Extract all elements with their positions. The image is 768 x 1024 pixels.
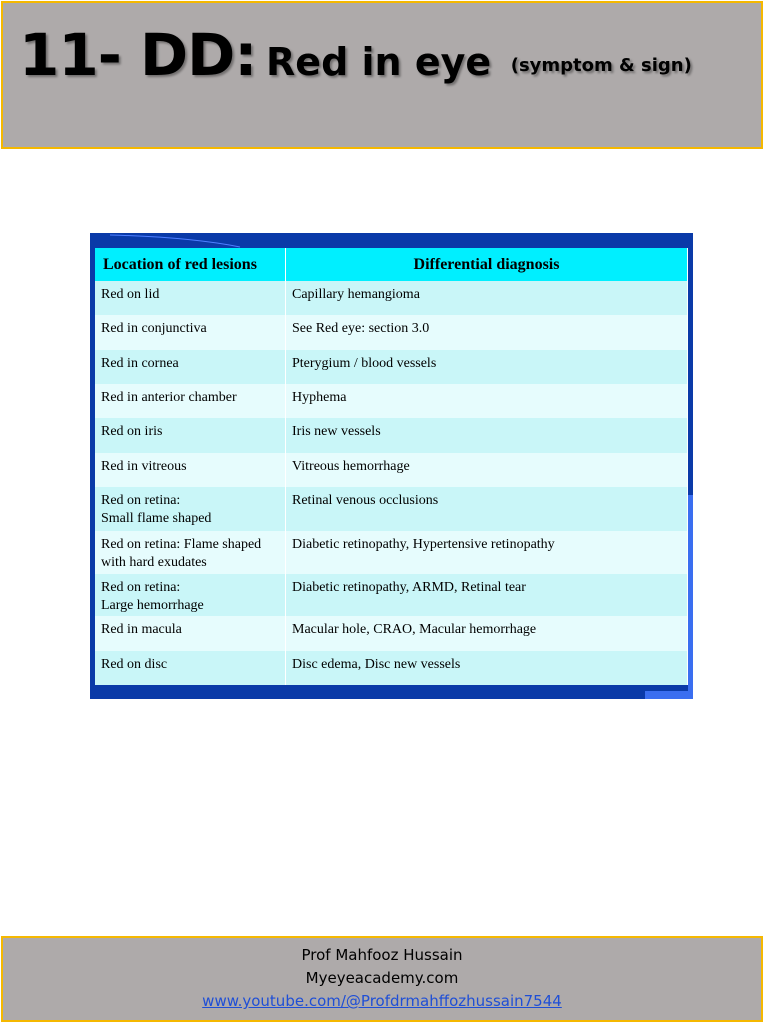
table-frame — [90, 233, 693, 699]
table-row — [95, 453, 688, 487]
table-row — [95, 281, 688, 315]
frame-accent-right — [688, 495, 693, 691]
table-row — [95, 315, 688, 350]
footer-author: Prof Mahfooz Hussain — [301, 946, 463, 964]
cell-diagnosis: Diabetic retinopathy, Hypertensive retinopathy — [286, 531, 688, 574]
cell-location-line: Red in cornea — [101, 356, 179, 371]
cell-diagnosis: Retinal venous occlusions — [286, 487, 688, 531]
page-title — [19, 21, 692, 89]
youtube-link[interactable]: www.youtube.com/@Profdrmahffozhussain7544 — [202, 992, 562, 1010]
cell-location — [95, 453, 286, 487]
table-row — [95, 651, 688, 685]
cell-diagnosis: Disc edema, Disc new vessels — [286, 651, 688, 685]
title-subtitle: (symptom & sign) — [510, 55, 692, 76]
cell-location-line: Red on iris — [101, 424, 163, 439]
cell-diagnosis: Diabetic retinopathy, ARMD, Retinal tear — [286, 574, 688, 616]
cell-location — [95, 574, 286, 616]
cell-location-line: Red in vitreous — [101, 459, 187, 474]
table-row — [95, 418, 688, 453]
cell-location — [95, 487, 286, 531]
cell-location-line: with hard exudates — [101, 555, 207, 570]
cell-location — [95, 281, 286, 315]
cell-location-line: Red in anterior chamber — [101, 390, 237, 405]
cell-location — [95, 350, 286, 384]
column-header-diagnosis: Differential diagnosis — [286, 248, 688, 281]
cell-location-line: Red on retina: — [101, 580, 181, 595]
cell-location-line: Red in conjunctiva — [101, 321, 207, 336]
cell-diagnosis: Capillary hemangioma — [286, 281, 688, 315]
table-row — [95, 531, 688, 574]
differential-diagnosis-table — [95, 248, 688, 685]
cell-location — [95, 651, 286, 685]
table-header-row — [95, 248, 688, 281]
cell-location — [95, 616, 286, 651]
cell-location — [95, 315, 286, 350]
cell-location-line: Red on retina: Flame shaped — [101, 537, 262, 552]
table-body — [95, 281, 688, 685]
cell-location — [95, 418, 286, 453]
cell-diagnosis: Iris new vessels — [286, 418, 688, 453]
cell-location-line: Red on disc — [101, 657, 168, 672]
cell-location-line: Red on lid — [101, 287, 160, 302]
cell-location — [95, 531, 286, 574]
cell-diagnosis: Macular hole, CRAO, Macular hemorrhage — [286, 616, 688, 651]
table-row — [95, 350, 688, 384]
cell-diagnosis: Vitreous hemorrhage — [286, 453, 688, 487]
footer-website: Myeyeacademy.com — [305, 969, 459, 987]
footer-youtube-line — [3, 990, 761, 1013]
column-header-location: Location of red lesions — [95, 248, 286, 281]
table-row — [95, 574, 688, 616]
table-row — [95, 384, 688, 418]
cell-diagnosis: Pterygium / blood vessels — [286, 350, 688, 384]
title-main: Red in eye — [266, 40, 492, 84]
table-row — [95, 616, 688, 651]
cell-location-line: Small flame shaped — [101, 511, 212, 526]
cell-location-line: Red on retina: — [101, 493, 181, 508]
cell-location-line: Red in macula — [101, 622, 182, 637]
cell-diagnosis: See Red eye: section 3.0 — [286, 315, 688, 350]
cell-location-line: Large hemorrhage — [101, 598, 204, 613]
frame-accent-bottom — [645, 691, 693, 699]
table-row — [95, 487, 688, 531]
footer — [1, 936, 763, 1022]
title-number: 11- DD: — [19, 21, 257, 89]
cell-diagnosis: Hyphema — [286, 384, 688, 418]
title-banner — [1, 1, 763, 149]
cell-location — [95, 384, 286, 418]
